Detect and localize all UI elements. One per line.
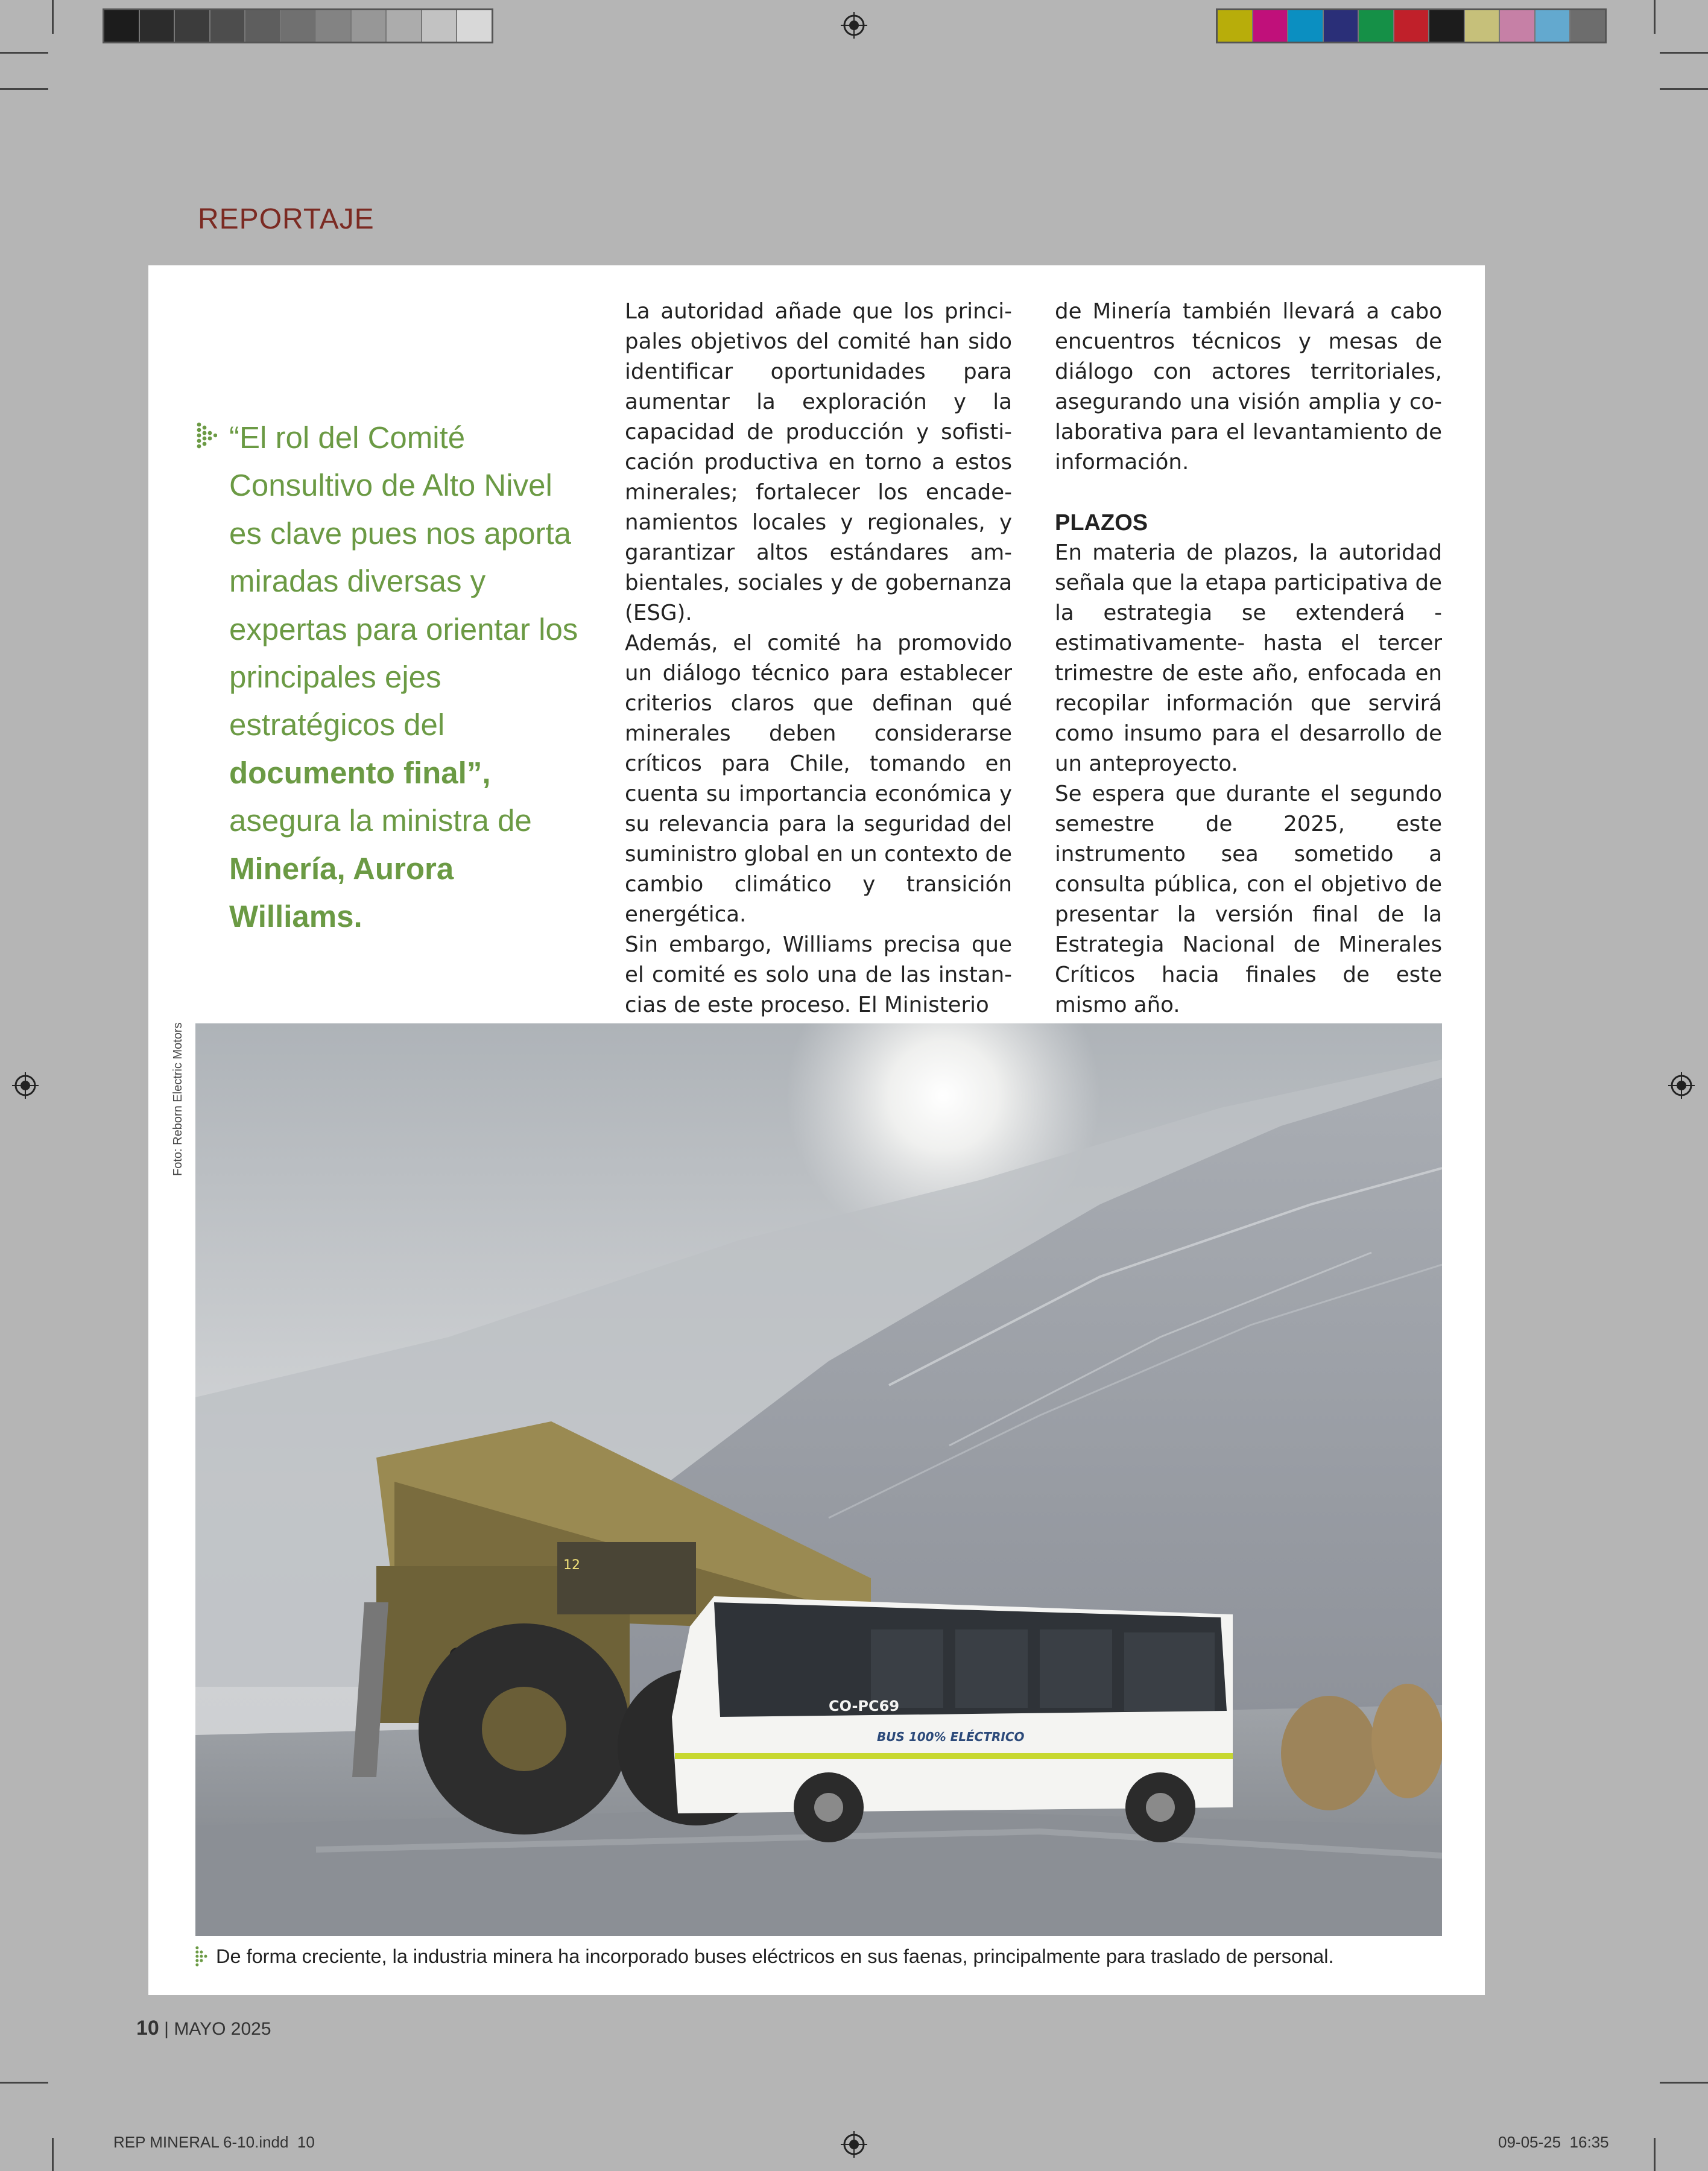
grayscale-swatch <box>387 10 422 42</box>
slug-file <box>113 2133 315 2152</box>
grayscale-swatch <box>140 10 176 42</box>
truck-number: 12 <box>563 1558 580 1573</box>
grayscale-swatch <box>352 10 387 42</box>
dotted-bullet-icon <box>195 1945 210 1967</box>
folio-separator: | <box>164 2019 169 2039</box>
section-label: REPORTAJE <box>198 203 375 235</box>
registration-mark-icon <box>841 12 867 39</box>
color-bar <box>1216 8 1607 43</box>
electric-bus <box>672 1596 1233 1842</box>
page-number: 10 <box>136 2017 159 2040</box>
grayscale-swatch <box>422 10 458 42</box>
registration-mark-icon <box>1668 1072 1695 1099</box>
photo-credit: Foto: Reborn Electric Motors <box>171 1022 185 1176</box>
issue-date: MAYO 2025 <box>174 2019 271 2039</box>
subheading: PLAZOS <box>1055 510 1148 536</box>
bus-label: BUS 100% ELÉCTRICO <box>877 1730 1025 1744</box>
body-paragraph: Además, el comité ha promovido un diálogo técnico para establecer criterios claros que definan qué minerales deben considerarse críticos para Chile, tomando en cuenta su importancia económica y su relevancia para la seguridad del suministro global en un contexto de cambio climático y transición energética. <box>625 631 1012 927</box>
color-swatch <box>1359 10 1394 42</box>
color-swatch <box>1288 10 1324 42</box>
body-column-1 <box>625 297 1012 1020</box>
grayscale-swatch <box>281 10 317 42</box>
pull-quote-attribution: Minería, Aurora Williams. <box>229 851 454 934</box>
grayscale-swatch <box>104 10 140 42</box>
color-swatch <box>1500 10 1536 42</box>
slug-page: 10 <box>297 2133 315 2151</box>
body-paragraph: de Minería también llevará a cabo encuentros técnicos y mesas de diálogo con actores territoriales, asegurando una visión amplia y colaborativa para el levantamiento de información. <box>1055 299 1442 475</box>
grayscale-swatch <box>245 10 281 42</box>
body-paragraph: En materia de plazos, la autoridad señala que la etapa participativa de la estrategia se extenderá -estimativamente- hasta el tercer trimestre de este año, enfocada en recopilar información que servirá como insumo para el desarrollo de un anteproyecto. <box>1055 540 1442 776</box>
slug-timestamp <box>1498 2133 1609 2152</box>
grayscale-swatch <box>175 10 210 42</box>
color-swatch <box>1394 10 1430 42</box>
photo-caption: De forma creciente, la industria minera ha incorporado buses eléctricos en sus faenas, principalmente para traslado de personal. <box>216 1945 1334 1967</box>
mine-photo <box>195 1023 1442 1936</box>
pull-quote-emphasis: documento final”, <box>229 755 491 790</box>
body-paragraph: La autoridad añade que los principales objetivos del comité han sido identificar oportunidades para aumentar la exploración y la capacidad de producción y sofisticación productiva en torno a estos minerales; fortalecer los encadenamientos locales y regionales, y garantizar altos estándares ambientales, sociales y de gobernanza (ESG). <box>625 299 1012 625</box>
folio <box>136 2017 271 2040</box>
color-swatch <box>1570 10 1605 42</box>
grayscale-swatch <box>457 10 492 42</box>
slug-date: 09-05-25 <box>1498 2133 1561 2151</box>
pull-quote-text: “El rol del Comité Consultivo de Alto Nivel es clave pues nos aporta miradas diversas y expertas para orientar los principales ejes estratégicos del <box>229 420 578 742</box>
slug-filename: REP MINERAL 6-10.indd <box>113 2133 289 2151</box>
color-swatch <box>1218 10 1253 42</box>
grayscale-bar <box>103 8 493 43</box>
body-paragraph: Se espera que durante el segundo semestre de 2025, este instrumento sea sometido a consulta pública, con el objetivo de presentar la versión final de la Estrategia Nacional de Minerales Críticos hacia finales de este mismo año. <box>1055 782 1442 1017</box>
slug-time: 16:35 <box>1569 2133 1609 2151</box>
pull-quote <box>229 414 591 940</box>
grayscale-swatch <box>210 10 246 42</box>
grayscale-swatch <box>316 10 352 42</box>
pull-quote-text: asegura la ministra de <box>229 803 532 838</box>
bus-plate: CO-PC69 <box>829 1698 900 1714</box>
color-swatch <box>1536 10 1571 42</box>
color-swatch <box>1429 10 1465 42</box>
color-swatch <box>1324 10 1359 42</box>
dotted-bullet-icon <box>197 422 217 451</box>
registration-mark-icon <box>12 1072 39 1099</box>
color-swatch <box>1253 10 1289 42</box>
body-paragraph: Sin embargo, Williams precisa que el comité es solo una de las instancias de este proceso. El Ministerio <box>625 932 1012 1017</box>
color-swatch <box>1465 10 1501 42</box>
body-column-2 <box>1055 297 1442 1020</box>
registration-mark-icon <box>841 2131 867 2158</box>
